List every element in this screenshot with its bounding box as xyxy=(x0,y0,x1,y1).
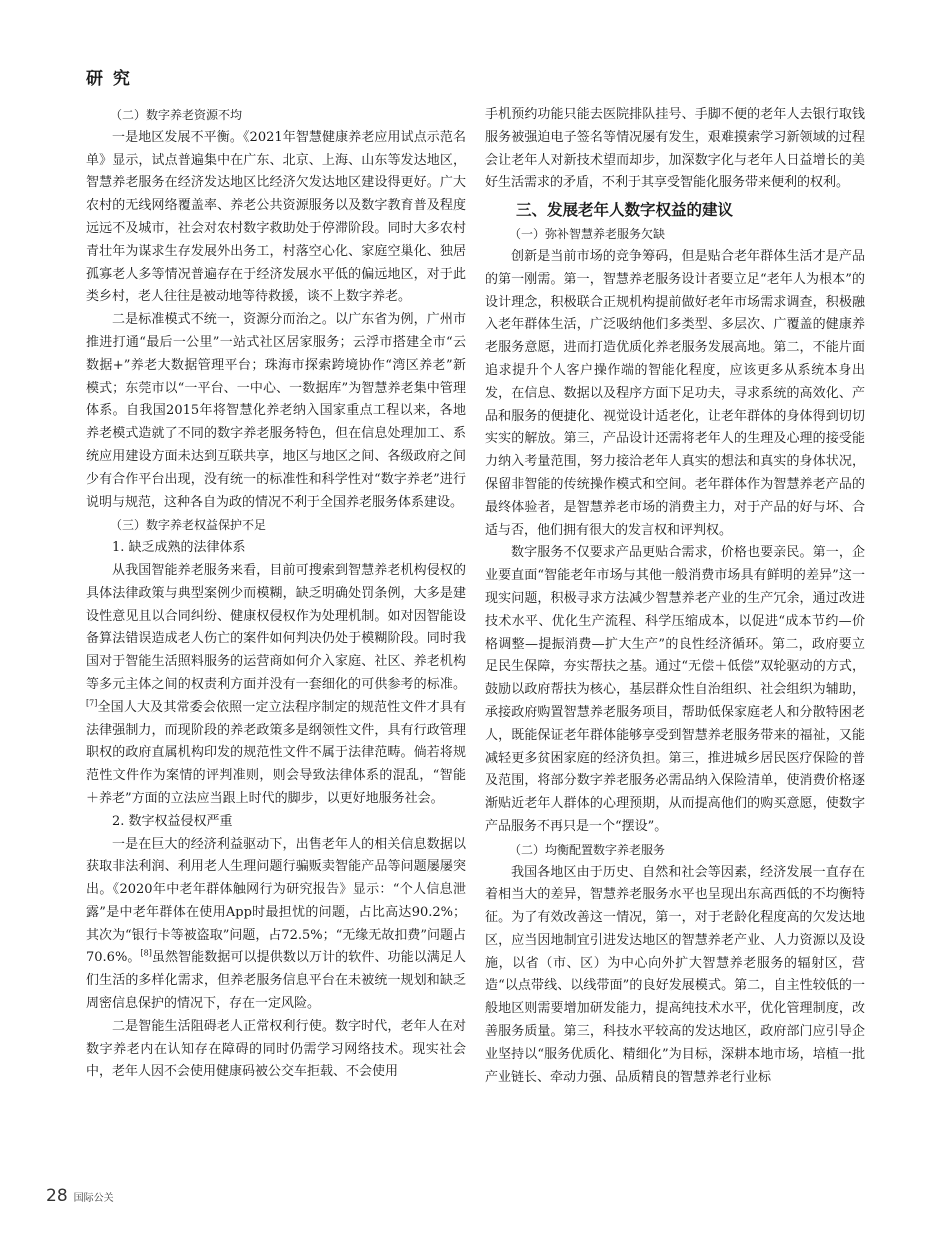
paragraph-pricing: 数字服务不仅要求产品更贴合需求，价格也要亲民。第一，企业要直面“智能老年市场与其他一般消费市场具有鲜明的差异”这一现实问题，积极寻求方法减少智慧养老产业的生产冗余，通过改进技术水平、优化生产流程、科学压缩成本，以促进“成本节约—价格调整—提振消费—扩大生产”的良性经济循环。第二，政府要立足民生保障，夯实帮扶之基。通过“无偿＋低偿”双轮驱动的方式，鼓励以政府帮扶为核心，基层群众性自治组织、社会组织为辅助，承接政府购置智慧养老服务项目，帮助低保家庭老人和分散特困老人，既能保证老年群体能够享受到智慧养老服务带来的福祉，又能减轻更多贫困家庭的经济负担。第三，推进城乡居民医疗保险的普及范围，将部分数字养老服务必需品纳入保险清单，使消费价格逐渐贴近老年人群体的心理预期，从而提高他们的购买意愿，使数字产品服务不再只是一个“摆设”。 xyxy=(485,545,865,834)
paragraph-data-profit-part1: 一是在巨大的经济利益驱动下，出售老年人的相关信息数据以获取非法利润、利用老人生理问题行骗贩卖智能产品等问题屡屡突出。《2020年中老年群体触网行为研究报告》显示：“个人信息泄露”是中老年群体在使用App时最担忧的问题，占比高达90.2%；其次为“银行卡等被盗取”问题，占72.5%；“无缘无故扣费”问题占70.6%。 xyxy=(86,836,466,966)
subsection-heading-rights-protection: （三）数字养老权益保护不足 xyxy=(110,518,267,533)
paragraph-continued: 手机预约功能只能去医院排队挂号、手脚不便的老年人去银行取钱服务被强迫电子签名等情况屡有发生，艰难摸索学习新领域的过程会让老年人对新技术望而却步，加深数字化与老年人日益增长的美好生活需求的矛盾，不利于其享受智能化服务带来便利的权利。 xyxy=(485,107,865,191)
paragraph-legal-system-part2: 全国人大及其常委会依照一定立法程序制定的规范性文件才具有法律强制力，而现阶段的养老政策多是纲领性文件，具有行政管理职权的政府直属机构印发的规范性文件不属于法律范畴。倘若将规范性文件作为案情的评判准则，则会导致法律体系的混乱，“智能＋养老”方面的立法应当跟上时代的脚步，以更好地服务社会。 xyxy=(86,699,466,806)
paragraph-regional-balance: 我国各地区由于历史、自然和社会等因素，经济发展一直存在着相当大的差异，智慧养老服务水平也呈现出东高西低的不均衡特征。为了有效改善这一情况，第一，对于老龄化程度高的欠发达地区，应当因地制宜引进发达地区的智慧养老产业、人力资源以及设施，以省（市、区）为中心向外扩大智慧养老服务的辐射区，营造“以点带线、以线带面”的良好发展模式。第二，自主性较低的一般地区则需要增加研发能力，提高纯技术水平，优化管理制度，改善服务质量。第三，科技水平较高的发达地区，政府部门应引导企业坚持以“服务优质化、精细化”为目标，深耕本地市场，培植一批产业链长、牵动力强、品质精良的智慧养老行业标 xyxy=(485,864,865,1085)
footnote-ref-7: [7] xyxy=(86,698,98,708)
paragraph-innovation: 创新是当前市场的竞争筹码，但是贴合老年群体生活才是产品的第一刚需。第一，智慧养老服务设计者要立足“老年人为根本”的设计理念，积极联合正规机构提前做好老年市场需求调查，积极融入老年群体生活，广泛吸纳他们多类型、多层次、广覆盖的健康养老服务意愿，进而打造优质化养老服务发展高地。第二，不能片面追求提升个人客户操作端的智能化程度，应该更多从系统本身出发，在信息、数据以及程序方面下足功夫，寻求系统的高效化、产品和服务的便捷化、视觉设计适老化，让老年群体的身体得到切切实实的解放。第三，产品设计还需将老年人的生理及心理的接受能力纳入考量范围，努力接洽老年人真实的想法和真实的身体状况，保留非智能的传统操作模式和空间。老年群体作为智慧养老产品的最终体验者，是智慧养老市场的消费主力，对于产品的好与坏、合适与否，他们拥有很大的发言权和评判权。 xyxy=(485,248,865,538)
paragraph-legal-system xyxy=(86,560,466,811)
subheading-rights-infringement: 2. 数字权益侵权严重 xyxy=(112,813,233,829)
footnote-ref-8: [8] xyxy=(140,949,152,959)
subsection-heading-balanced-allocation: （二）均衡配置数字养老服务 xyxy=(509,842,666,857)
journal-name: 国际公关 xyxy=(73,1193,114,1204)
subheading-legal-system: 1. 缺乏成熟的法律体系 xyxy=(112,540,246,556)
paragraph-standard-inconsistency: 二是标准模式不统一，资源分而治之。以广东省为例，广州市推进打通“最后一公里”一站式社区居家服务；云浮市搭建全市“云数据+”养老大数据管理平台；珠海市探索跨境协作“湾区养老”新模式；东莞市以“一平台、一中心、一数据库”为智慧养老集中管理体系。自我国2015年将智慧化养老纳入国家重点工程以来，各地养老模式造就了不同的数字养老服务特色，但在信息处理加工、系统应用建设方面未达到互联共享，地区与地区之间、各级政府之间少有合作平台出现，没有统一的标准性和科学性对“数字养老”进行说明与规范，这种各自为政的情况不利于全国养老服务体系建设。 xyxy=(86,312,466,510)
section-heading-suggestions: 三、发展老年人数字权益的建议 xyxy=(516,201,734,220)
section-header: 研 究 xyxy=(86,69,132,89)
paragraph-data-profit-part2: 虽然智能数据可以提供数以万计的软件、功能以满足人们生活的多样化需求，但养老服务信息平台在未被统一规划和缺乏周密信息保护的情况下，存在一定风险。 xyxy=(86,950,466,1012)
subsection-heading-fill-gaps: （一）弥补智慧养老服务欠缺 xyxy=(509,227,666,242)
page-number: 28 xyxy=(46,1186,68,1206)
paragraph-smart-life-barrier: 二是智能生活阻碍老人正常权利行使。数字时代，老年人在对数字养老内在认知存在障碍的同时仍需学习网络技术。现实社会中，老年人因不会使用健康码被公交车拒载、不会使用 xyxy=(86,1018,466,1080)
right-column xyxy=(485,104,865,1089)
left-column xyxy=(86,104,466,1084)
page-footer xyxy=(46,1186,114,1206)
subsection-heading-resource-imbalance: （二）数字养老资源不均 xyxy=(110,108,243,122)
paragraph-regional-imbalance: 一是地区发展不平衡。《2021年智慧健康养老应用试点示范名单》显示，试点普遍集中在广东、北京、上海、山东等发达地区，智慧养老服务在经济发达地区比经济欠发达地区建设得更好。广大农村的无线网络覆盖率、养老公共资源服务以及数字教育普及程度远远不及城市，社会对农村数字救助处于停滞阶段。同时大多农村青壮年为谋求生存发展外出务工，村落空心化、家庭空巢化、独居孤寡老人多等情况普遍存在于经济发展水平低的偏远地区，对于此类乡村，老人往往是被动地等待救援，谈不上数字养老。 xyxy=(86,129,466,305)
paragraph-legal-system-part1: 从我国智能养老服务来看，目前可搜索到智慧养老机构侵权的具体法律政策与典型案例少而模糊，缺乏明确处罚条例，大多是建设性意见且以合同纠纷、健康权侵权作为处理机制。如对因智能设备算法错误造成老人伤亡的案件如何判决仍处于模糊阶段。同时我国对于智能生活照料服务的运营商如何介入家庭、社区、养老机构等多元主体之间的权责利方面并没有一套细化的可供参考的标准。 xyxy=(86,562,466,692)
paragraph-data-profit xyxy=(86,834,466,1016)
